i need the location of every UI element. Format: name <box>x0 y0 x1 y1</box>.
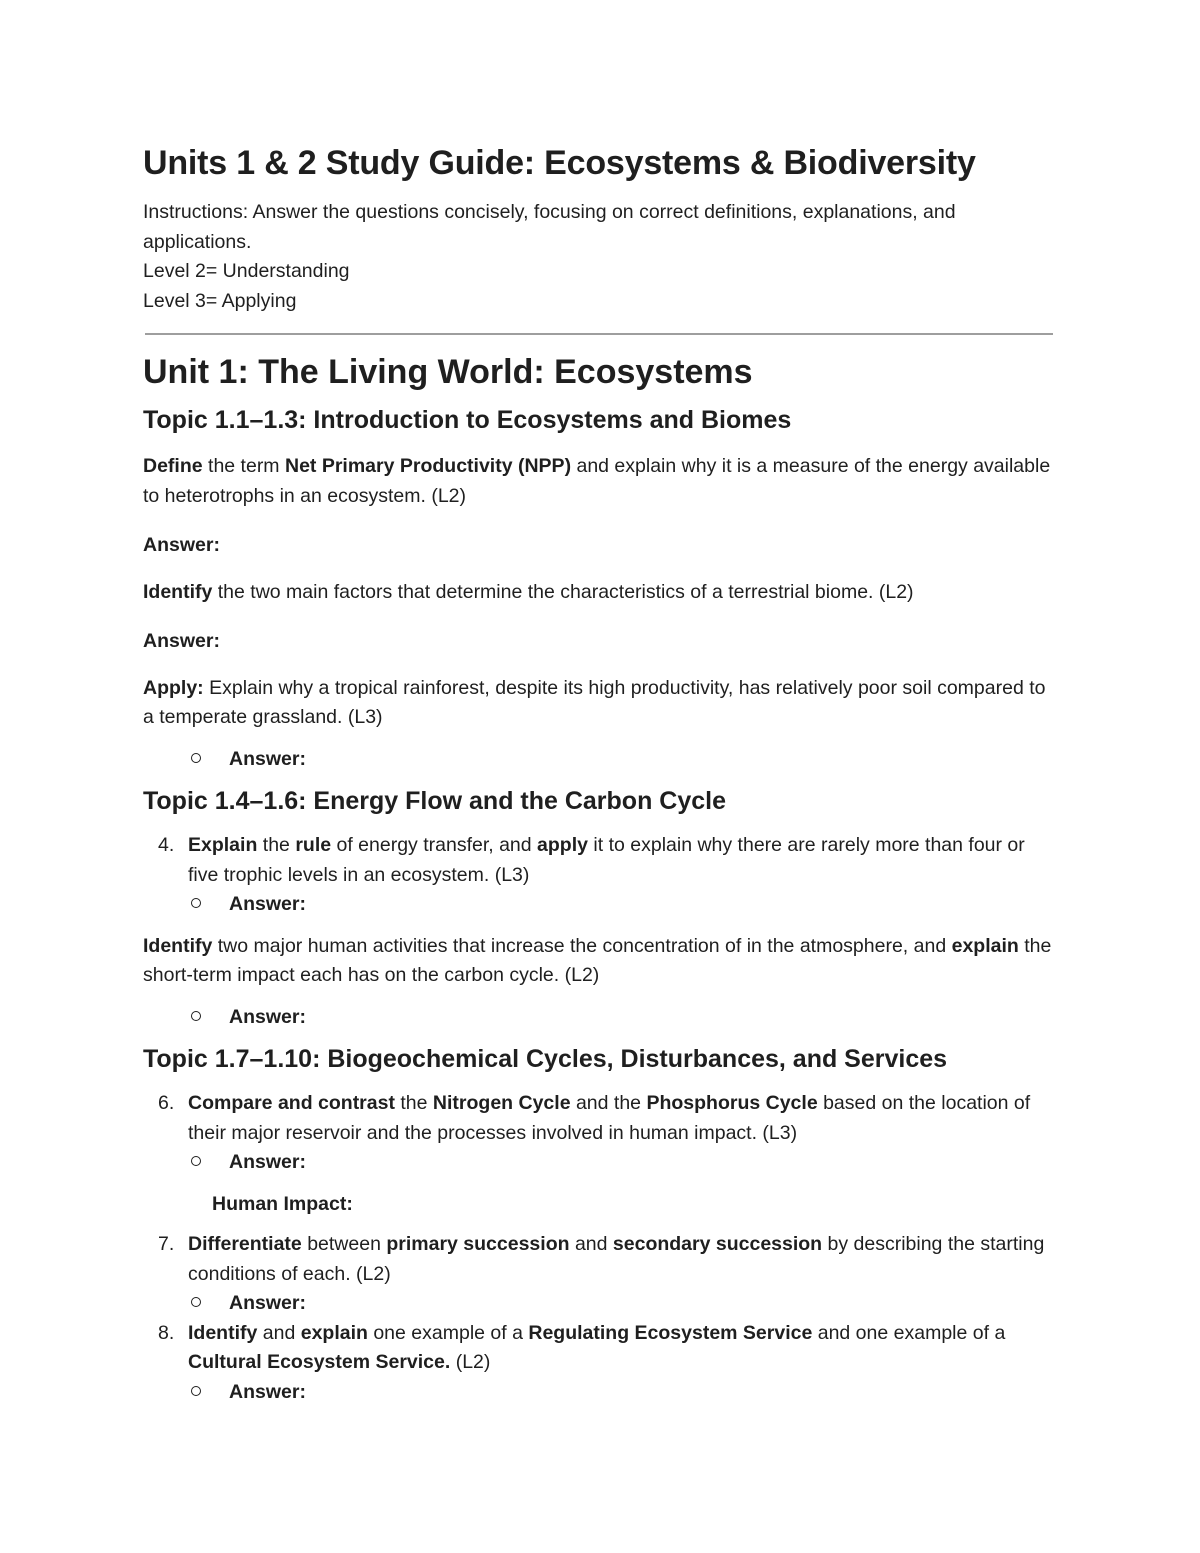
question-8 <box>143 1319 1053 1378</box>
question-5-answer-bullet <box>143 1003 1053 1033</box>
question-6-body: Compare and contrast the Nitrogen Cycle and the Phosphorus Cycle based on the location of their major reservoir and the processes involved in human impact. (L3) <box>188 1092 1031 1144</box>
question-3-verb: Apply: <box>143 676 204 699</box>
horizontal-divider <box>145 333 1053 335</box>
question-4-term-apply: apply <box>537 834 588 856</box>
instructions-block <box>143 198 1053 316</box>
hollow-circle-bullet-icon <box>191 1156 201 1166</box>
level-2-legend: Level 2= Understanding <box>143 260 350 282</box>
question-3-text: Explain why a tropical rainforest, despite its high productivity, has relatively poor soil compared to a temperate grassland. (L3) <box>143 676 1046 728</box>
question-5: Identify two major human activities that increase the concentration of in the atmosphere, and explain the short-term impact each has on the carbon cycle. (L2) <box>143 934 1052 986</box>
question-7-number: 7. <box>158 1233 175 1255</box>
question-3-answer-bullet <box>143 745 1053 775</box>
question-1-term: Net Primary Productivity (NPP) <box>284 455 572 477</box>
hollow-circle-bullet-icon <box>191 1297 201 1307</box>
question-7 <box>143 1230 1053 1289</box>
question-4 <box>143 831 1053 890</box>
question-1-text-b: and explain why it is a measure of the energy available to heterotrophs in an ecosystem. (L2) <box>143 455 1051 507</box>
document-page <box>143 140 1053 1407</box>
question-4-term-rule: rule <box>295 834 332 856</box>
question-5-verb: Identify <box>143 934 213 957</box>
question-4-body: Explain the rule of energy transfer, and apply it to explain why there are rarely more than four or five trophic levels in an ecosystem. (L3) <box>188 834 1025 886</box>
question-8-answer-bullet <box>143 1378 1053 1408</box>
question-1-text-a: the term <box>202 455 285 477</box>
question-6-human-impact-label: Human Impact: <box>212 1192 353 1215</box>
question-6-term-nitrogen: Nitrogen Cycle <box>432 1092 571 1114</box>
question-7-term-secondary: secondary succession <box>612 1233 823 1255</box>
question-4-answer-bullet <box>143 890 1053 920</box>
hollow-circle-bullet-icon <box>191 1386 201 1396</box>
question-7-answer-bullet <box>143 1289 1053 1319</box>
unit-1-heading: Unit 1: The Living World: Ecosystems <box>143 353 753 391</box>
question-7-body: Differentiate between primary succession and secondary succession by describing the starting conditions of each. (L2) <box>188 1233 1045 1285</box>
question-7-verb: Differentiate <box>188 1233 302 1255</box>
question-2-answer-label: Answer: <box>143 630 220 652</box>
question-8-verb: Identify <box>188 1321 258 1344</box>
document-title: Units 1 & 2 Study Guide: Ecosystems & Biodiversity <box>143 144 976 182</box>
question-8-body: Identify and explain one example of a Regulating Ecosystem Service and one example of a Cultural Ecosystem Service. (L2) <box>188 1321 1006 1373</box>
question-7-term-primary: primary succession <box>386 1233 570 1255</box>
question-6-verb: Compare and contrast <box>188 1092 395 1114</box>
question-7-answer-label: Answer: <box>229 1292 306 1314</box>
question-4-verb: Explain <box>188 834 258 856</box>
hollow-circle-bullet-icon <box>191 898 201 908</box>
question-8-answer-label: Answer: <box>229 1380 306 1403</box>
topic-3-heading: Topic 1.7–1.10: Biogeochemical Cycles, Disturbances, and Services <box>143 1045 948 1073</box>
question-3 <box>143 674 1053 733</box>
question-6-term-phosphorus: Phosphorus Cycle <box>646 1092 818 1114</box>
question-5-answer-label: Answer: <box>229 1005 306 1028</box>
question-8-term-explain: explain <box>300 1321 368 1344</box>
question-2-verb: Identify <box>143 580 213 603</box>
question-5-term: explain <box>951 934 1019 957</box>
question-6 <box>143 1089 1053 1148</box>
question-8-term-cultural: Cultural Ecosystem Service. <box>188 1351 451 1373</box>
question-3-answer-label: Answer: <box>229 747 306 770</box>
instructions-text: Instructions: Answer the questions concisely, focusing on correct definitions, explanations, and applications. <box>143 201 956 253</box>
hollow-circle-bullet-icon <box>191 1011 201 1021</box>
hollow-circle-bullet-icon <box>191 753 201 763</box>
question-1 <box>143 452 1053 511</box>
topic-1-heading: Topic 1.1–1.3: Introduction to Ecosystems and Biomes <box>143 406 792 434</box>
question-4-answer-label: Answer: <box>229 893 306 915</box>
level-3-legend: Level 3= Applying <box>143 289 297 312</box>
question-8-number: 8. <box>158 1321 175 1344</box>
topic-2-heading: Topic 1.4–1.6: Energy Flow and the Carbon Cycle <box>143 787 727 815</box>
question-2-text: the two main factors that determine the characteristics of a terrestrial biome. (L2) <box>212 580 914 603</box>
question-6-answer-label: Answer: <box>229 1151 306 1173</box>
question-1-verb: Define <box>143 455 203 477</box>
question-4-number: 4. <box>158 834 175 856</box>
question-8-term-regulating: Regulating Ecosystem Service <box>528 1321 813 1344</box>
question-2 <box>143 578 1053 608</box>
question-1-answer-label: Answer: <box>143 534 220 556</box>
question-6-answer-bullet <box>143 1148 1053 1178</box>
question-6-number: 6. <box>158 1092 175 1114</box>
